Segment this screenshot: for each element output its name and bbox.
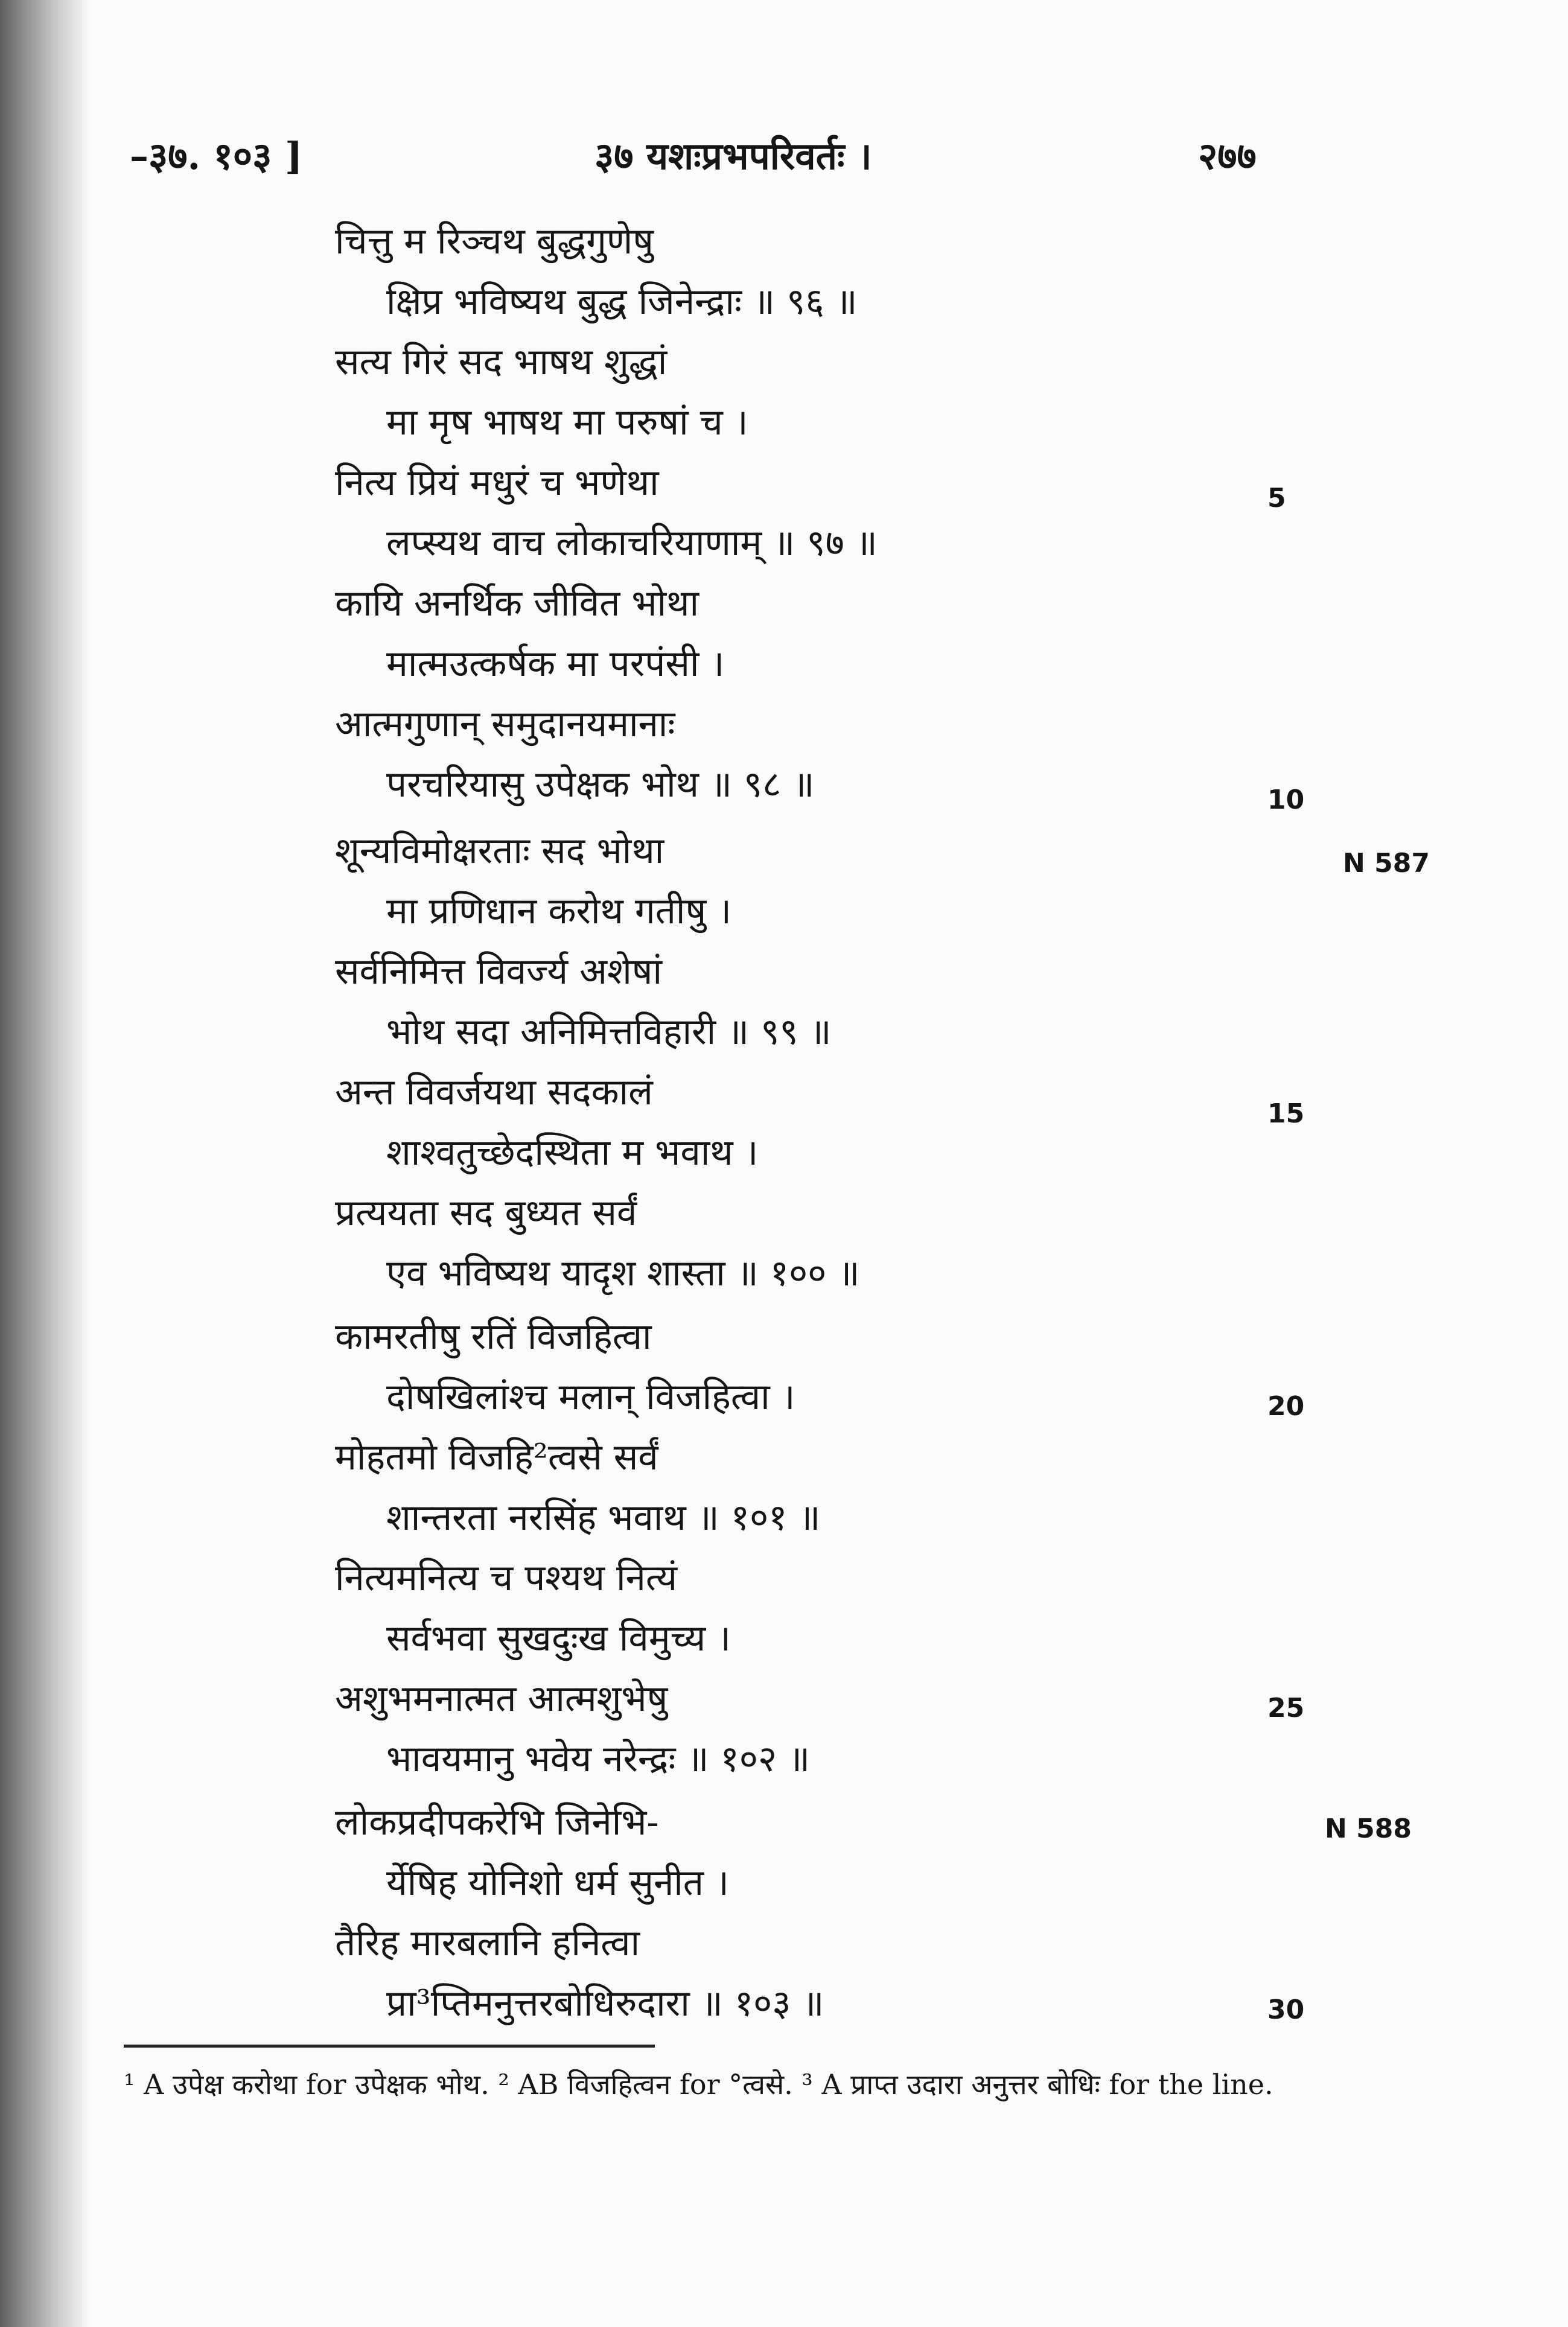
running-title: ३७ यशःप्रभपरिवर्तः । [594, 134, 872, 178]
verse-line: चित्तु म रिञ्चथ बुद्धगुणेषु [335, 220, 654, 263]
verse-line: लोकप्रदीपकरेभि जिनेभि- [335, 1801, 659, 1844]
line-number: 15 [1267, 1098, 1305, 1129]
line-number: 20 [1267, 1391, 1305, 1422]
verse-line: लप्स्यथ वाच लोकाचरियाणाम् ॥ ९७ ॥ [386, 522, 878, 564]
verse-line: अन्त विवर्जयथा सदकालं [335, 1071, 653, 1113]
footnote-rule [124, 2045, 655, 2048]
footnote: ¹ A उपेक्ष करोथा for उपेक्षक भोथ. ² AB विजहित्वन for °त्वसे. ³ A प्राप्त उदारा अनुत्तर बोधिः for the line. [124, 2068, 1273, 2101]
verse-line: मात्मउत्कर्षक मा परपंसी । [386, 643, 725, 685]
line-number: 30 [1267, 1994, 1305, 2025]
verse-line: र्येषिह योनिशो धर्म सुनीत । [386, 1862, 729, 1904]
verse-line: सत्य गिरं सद भाषथ शुद्धां [335, 341, 668, 383]
verse-line: कामरतीषु रतिं विजहित्वा [335, 1316, 652, 1358]
verse-line: क्षिप्र भविष्यथ बुद्ध जिनेन्द्राः ॥ ९६ ॥ [386, 281, 858, 323]
verse-line: मा प्रणिधान करोथ गतीषु । [386, 890, 731, 932]
verse-line: परचरियासु उपेक्षक भोथ ॥ ९८ ॥ [386, 763, 815, 806]
verse-line: तैरिह मारबलानि हनित्वा [335, 1922, 640, 1964]
scan-shadow [0, 0, 91, 2327]
verse-line: सर्वभवा सुखदुःख विमुच्य । [386, 1617, 731, 1660]
verse-line: अशुभमनात्मत आत्मशुभेषु [335, 1678, 668, 1720]
verse-line: शून्यविमोक्षरताः सद भोथा [335, 830, 664, 872]
verse-line: एव भविष्यथ यादृश शास्ता ॥ १०० ॥ [386, 1252, 860, 1294]
verse-line: मा मृष भाषथ मा परुषां च । [386, 401, 748, 444]
verse-line: प्रा³प्तिमनुत्तरबोधिरुदारा ॥ १०३ ॥ [386, 1982, 824, 2025]
verse-line: शाश्वतुच्छेदस्थिता म भवाथ । [386, 1132, 759, 1174]
line-number: 5 [1267, 483, 1286, 514]
verse-line: प्रत्ययता सद बुध्यत सर्वं [335, 1192, 637, 1234]
page-number: २७७ [1198, 134, 1257, 178]
header-left-reference: –३७. १०३ ] [130, 134, 303, 178]
verse-line: सर्वनिमित्त विवर्ज्य अशेषां [335, 950, 663, 993]
verse-line: भोथ सदा अनिमित्तविहारी ॥ ९९ ॥ [386, 1011, 832, 1053]
verse-line: नित्य प्रियं मधुरं च भणेथा [335, 462, 659, 504]
margin-reference: N 588 [1325, 1813, 1412, 1844]
line-number: 10 [1267, 785, 1305, 815]
verse-line: कायि अनर्थिक जीवित भोथा [335, 582, 700, 625]
line-number: 25 [1267, 1693, 1305, 1724]
verse-line: शान्तरता नरसिंह भवाथ ॥ १०१ ॥ [386, 1497, 821, 1539]
margin-reference: N 587 [1343, 848, 1430, 879]
verse-line: नित्यमनित्य च पश्यथ नित्यं [335, 1557, 678, 1599]
verse-line: भावयमानु भवेय नरेन्द्रः ॥ १०२ ॥ [386, 1738, 811, 1780]
verse-line: मोहतमो विजहि²त्वसे सर्वं [335, 1436, 658, 1479]
verse-line: आत्मगुणान् समुदानयमानाः [335, 703, 675, 745]
verse-line: दोषखिलांश्च मलान् विजहित्वा । [386, 1376, 795, 1418]
